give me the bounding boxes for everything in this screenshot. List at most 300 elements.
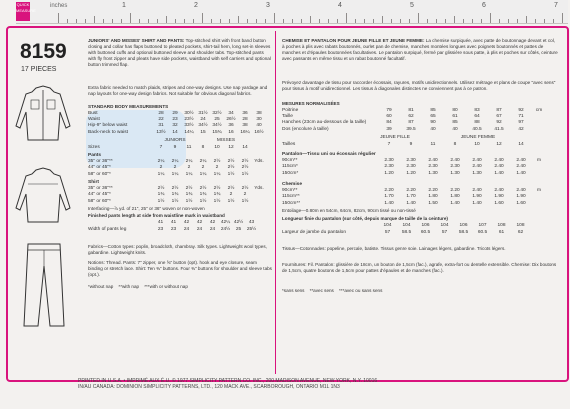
row-value: 1¾ — [185, 192, 193, 198]
row-value: 1.40 — [384, 200, 394, 206]
row-value: 2 — [173, 165, 177, 171]
sizes-row — [282, 142, 558, 148]
row-label: 35" or 36"** — [88, 186, 113, 192]
row-value: 29 — [172, 111, 178, 116]
row-value: 39 — [386, 126, 392, 132]
yardage-row — [88, 172, 272, 178]
row-value: 2 — [159, 165, 163, 171]
pattern-number: 8159 — [20, 40, 67, 63]
row-value: 2.20 — [406, 188, 416, 194]
row-value: 87 — [496, 108, 502, 113]
row-value: 2.30 — [406, 158, 416, 164]
row-value: 24½ — [220, 227, 231, 232]
row-value: 7 — [159, 145, 163, 150]
row-value: 31 — [158, 123, 164, 129]
row-value: 2.40 — [472, 158, 482, 164]
row-value: 2.40 — [494, 188, 504, 194]
ruler-tick — [67, 19, 68, 23]
row-value: 79 — [386, 108, 392, 113]
french-keys: *sans sens **avec sens ***avec ou sans sens — [282, 288, 383, 293]
row-value: 2½ — [185, 186, 193, 192]
ruler-tick — [526, 16, 527, 23]
row-value: 33½ — [184, 123, 194, 129]
row-value: 1.90 — [516, 194, 526, 200]
row-value: 1.60 — [516, 200, 526, 206]
row-value: 40 — [430, 126, 436, 132]
ruler-tick — [184, 19, 185, 23]
english-note: Extra fabric needed to match plaids, stripes and one-way designs. Use nap yardage and nap layouts for one-way design fabrics. Not suitable for obvious diagonal fabrics. — [88, 85, 268, 96]
row-value: 2.20 — [384, 188, 394, 194]
row-value: 41 — [170, 220, 177, 225]
row-value: 14 — [518, 142, 524, 147]
row-value: 83 — [474, 108, 480, 113]
row-value: 62 — [517, 230, 524, 235]
ruler-tick — [454, 16, 455, 23]
row-value: 1¾ — [213, 192, 221, 198]
english-notions: Notions: Thread. Pants: 7" zipper, one ⅝" button (opt). hook and eye closure, seam binding or stretch lace. Shirt: Ten ⅜" buttons. Four ⅜" buttons for shoulder and sleeve tabs (opt.). — [88, 260, 272, 277]
row-value: 1¼ — [157, 171, 165, 177]
row-value: 65 — [430, 114, 436, 120]
english-group-labels: JUNIORS MISSES — [164, 138, 236, 143]
row-value: 42 — [518, 126, 524, 132]
french-longueur-heading: Longueur finie du pantalon (sur côté, depuis marque de taille de la ceinture) — [282, 216, 448, 221]
row-value: 1.90 — [472, 194, 482, 200]
row-value: 34½ — [212, 123, 222, 129]
row-value: 60.5 — [477, 230, 488, 235]
row-value: 41 — [157, 220, 164, 225]
row-value: 1.30 — [450, 170, 460, 176]
measurement-row — [282, 127, 558, 133]
row-value: 1¾ — [157, 192, 165, 198]
row-value: 36 — [242, 111, 248, 116]
row-label: 58" or 60"* — [88, 198, 111, 204]
row-value: 90 — [430, 120, 436, 126]
pants-illustration — [20, 240, 68, 330]
row-value: 43 — [248, 220, 255, 225]
row-value: 30½ — [184, 111, 194, 116]
row-value: 1¼ — [213, 171, 221, 177]
leg-width-row — [282, 230, 558, 236]
row-label: Hanches (23cm au-dessous de la taille) — [282, 120, 367, 126]
row-value: 2½ — [227, 165, 235, 171]
row-value: 11 — [186, 145, 192, 150]
french-sizes-row — [282, 142, 558, 148]
row-value: 1½ — [213, 198, 221, 204]
ruler-tick — [157, 19, 158, 23]
row-value: 2.40 — [494, 164, 504, 170]
row-value: 16½ — [254, 129, 264, 135]
row-label: 90cm** — [282, 188, 298, 194]
row-label: 58" or 60"* — [88, 171, 111, 177]
row-value: 2 — [187, 165, 191, 171]
row-value: 2½ — [157, 186, 165, 192]
row-value: 2¼ — [171, 159, 179, 165]
ruler-tick — [409, 19, 410, 23]
row-value: 84 — [386, 120, 392, 126]
row-value: 41.5 — [494, 126, 504, 132]
row-value: 2½ — [213, 186, 221, 192]
row-value: 60.5 — [420, 230, 431, 235]
row-value: 2½ — [241, 159, 249, 165]
row-value: 2½ — [227, 159, 235, 165]
french-measures-table — [282, 108, 558, 133]
row-value: 61 — [498, 230, 505, 235]
row-value: 28 — [158, 111, 164, 116]
ruler-number: 4 — [338, 2, 342, 9]
row-unit: cm — [535, 108, 543, 113]
row-value: 64 — [474, 114, 480, 120]
row-label — [88, 220, 154, 226]
row-value: 34 — [228, 111, 234, 116]
row-value: 2½ — [227, 186, 235, 192]
inch-ruler — [16, 0, 568, 24]
row-value: 2.40 — [472, 164, 482, 170]
row-value: 14 — [172, 129, 178, 135]
row-value: 2 — [201, 165, 205, 171]
row-value: 11 — [430, 142, 436, 147]
row-value: 1½ — [171, 198, 179, 204]
english-pants-table: Pants 35" or 36"** 2¼ 2¼ 2¼ 2¼ 2½ 2½ 2½ Yds. 44" or 45"* 2 2 2 2 2 2½ 2½ 58" or 60"* 1¼ 1¼ 1¼ 1¼ 1¼ 1½ 1½ — [88, 153, 272, 178]
row-value: 39.5 — [406, 126, 416, 132]
row-value: 80 — [452, 108, 458, 113]
row-value: 16 — [228, 129, 234, 135]
ruler-tick — [175, 19, 176, 23]
sizes-row — [88, 145, 272, 151]
ruler-tick — [85, 19, 86, 23]
row-value: 2½ — [241, 165, 249, 171]
row-value: 81 — [408, 108, 414, 113]
ruler-tick — [211, 19, 212, 23]
ruler-number: 3 — [266, 2, 270, 9]
ruler-tick — [508, 19, 509, 23]
french-note: Prévoyez davantage de tissu pour raccorder écossais, rayures, motifs unidirectionnels. Utilisez métrage et plans de coupe "avec sens" pour tissus à motif unidirectionnel. Les tissus à diagonales distinctes ne conviennent pas à ce patron. — [282, 80, 556, 91]
ruler-tick — [139, 19, 140, 23]
row-value: 14¼ — [184, 129, 194, 135]
row-value: 1½ — [227, 198, 235, 204]
ruler-tick — [247, 19, 248, 23]
row-unit: m — [537, 158, 541, 164]
row-label: 44" or 45"* — [88, 165, 111, 171]
row-value: 1½ — [241, 198, 249, 204]
ruler-tick — [301, 19, 302, 23]
ruler-tick — [319, 19, 320, 23]
row-value: 85 — [452, 120, 458, 126]
ruler-tick — [193, 19, 194, 23]
row-value: 104 — [383, 223, 392, 228]
row-value: 32 — [172, 123, 178, 129]
row-value: 62 — [408, 114, 414, 120]
row-value: 2.40 — [428, 158, 438, 164]
row-value: 2.30 — [384, 158, 394, 164]
copyright-footer: PRINTED IN U.S.A. • IMPRIMÉ AUX É.U. © 1977 SIMPLICITY PATTERN CO. INC., 200 MADISON AVENUE, NEW YORK, N.Y. 10016 IN/AU CANADA: DOMINION SIMPLICITY PATTERNS, LTD., 120 MACK AVE., SCARBOROUGH, ONTARIO M1L 1N3 — [78, 378, 378, 390]
row-value: 58.5 — [458, 230, 469, 235]
english-measurements-table — [88, 111, 272, 136]
row-label: Back-neck to waist — [88, 129, 128, 135]
row-value: 8 — [201, 145, 205, 150]
column-divider — [275, 31, 276, 374]
row-value: 42¼ — [220, 220, 231, 225]
row-value: 87 — [408, 120, 414, 126]
row-value: 57 — [441, 230, 448, 235]
row-label: 115cm* — [282, 164, 298, 170]
row-value: 12 — [496, 142, 502, 147]
row-label: Waist — [88, 117, 100, 123]
row-value: 38 — [242, 123, 248, 129]
ruler-tick — [355, 19, 356, 23]
ruler-tick — [490, 13, 491, 23]
row-value: 1.20 — [384, 170, 394, 176]
row-label: Tailles — [282, 142, 296, 147]
row-value: 92 — [496, 120, 502, 126]
ruler-tick — [463, 19, 464, 23]
row-value: 1.40 — [516, 170, 526, 176]
row-value: 1½ — [185, 198, 193, 204]
yardage-row — [88, 199, 272, 205]
row-value: 1¼ — [171, 171, 179, 177]
ruler-tick — [553, 19, 554, 23]
french-pantalon-table: Pantalon—Tissu uni ou écossais régulier 90cm** 2.30 2.30 2.40 2.40 2.40 2.40 2.40 m 115cm* 2.30 2.30 2.30 2.30 2.40 2.40 2.40 150cm* 1.20 1.20 1.30 1.30 1.30 1.40 1.40 — [282, 152, 558, 177]
row-value: 1.60 — [494, 200, 504, 206]
ruler-tick — [76, 19, 77, 23]
row-value: 2½ — [199, 186, 207, 192]
ruler-tick — [382, 16, 383, 23]
row-label: Bust — [88, 111, 98, 116]
row-label — [282, 223, 378, 229]
english-shirt-table: Shirt 35" or 36"** 2½ 2½ 2½ 2½ 2½ 2½ 2½ Yds. 44" or 45"* 1¾ 1¾ 1¾ 1¾ 1¾ 2 2 58" or 60"* 1½ 1½ 1½ 1½ 1½ 1½ 1½ — [88, 180, 272, 205]
row-value: 2 — [215, 165, 219, 171]
yardage-row — [282, 171, 558, 177]
row-value: 2.40 — [494, 158, 504, 164]
row-value: 2½ — [171, 186, 179, 192]
row-value: 104 — [440, 223, 449, 228]
row-value: 23 — [172, 117, 178, 123]
row-value: 2½ — [213, 159, 221, 165]
row-value: 1½ — [227, 171, 235, 177]
row-value: 1½ — [157, 198, 165, 204]
english-measurements-heading: STANDARD BODY MEASUREMENTS — [88, 104, 169, 109]
row-value: 42½ — [233, 220, 244, 225]
row-value: 85 — [430, 108, 436, 113]
row-value: 24 — [183, 227, 190, 232]
ruler-number: 6 — [482, 2, 486, 9]
row-value: 30 — [256, 117, 262, 123]
ruler-tick — [373, 19, 374, 23]
shirt-back-illustration — [14, 166, 72, 226]
row-value: 1.40 — [472, 200, 482, 206]
ruler-tick — [544, 19, 545, 23]
row-value: 40 — [256, 123, 262, 129]
row-value: 1.20 — [406, 170, 416, 176]
row-label: 150cm* — [282, 170, 299, 176]
row-value: 2.40 — [450, 158, 460, 164]
ruler-tick — [112, 19, 113, 23]
row-value: 2½ — [241, 186, 249, 192]
row-label: Dos (encolure à taille) — [282, 126, 329, 132]
row-value: 2.30 — [450, 164, 460, 170]
row-value: 2.40 — [472, 188, 482, 194]
row-value: 1.50 — [428, 200, 438, 206]
row-value: 28 — [242, 117, 248, 123]
row-value: 108 — [497, 223, 506, 228]
french-measures-heading: MESURES NORMALISÉES — [282, 101, 340, 106]
row-value: 1.80 — [450, 194, 460, 200]
row-value: 104 — [402, 223, 411, 228]
french-longueur-row — [282, 223, 558, 229]
ruler-tick — [103, 19, 104, 23]
row-value: 8 — [453, 142, 457, 147]
ruler-tick — [445, 19, 446, 23]
row-value: 1.70 — [384, 194, 394, 200]
row-value: 42 — [209, 220, 216, 225]
row-value: 1.40 — [406, 200, 416, 206]
row-value: 1.40 — [494, 170, 504, 176]
row-value: 34½ — [198, 123, 208, 129]
row-value: 15 — [200, 129, 206, 135]
ruler-tick — [283, 19, 284, 23]
english-width-row — [88, 227, 272, 233]
ruler-number: 2 — [194, 2, 198, 9]
ruler-tick — [328, 19, 329, 23]
ruler-tick — [400, 19, 401, 23]
row-value: 38 — [256, 111, 262, 116]
ruler-label: inches — [50, 3, 68, 9]
row-value: 9 — [409, 142, 413, 147]
ruler-tick — [517, 19, 518, 23]
row-value: 67 — [496, 114, 502, 120]
row-label: 115cm** — [282, 194, 300, 200]
row-value: 10 — [474, 142, 480, 147]
row-value: 25½ — [246, 227, 257, 232]
ruler-number: 7 — [554, 2, 558, 9]
row-value: 1.30 — [472, 170, 482, 176]
row-value: 2.20 — [428, 188, 438, 194]
ruler-tick — [121, 19, 122, 23]
french-description: CHEMISE ET PANTALON POUR JEUNE FILLE ET JEUNE FEMME: La chemise surpiquée, avec patte de boutonnage devant et col, à poches à plis avec rabats boutonnés, ourlet pan de chemise, manches montées longues avec poignets boutonnés et pattes de manches et d'épaules boutonnées facultatives. Le pantalon surpiqué, fermé par glissière sous patte, à plis et poches sur côtés, ceinture avec passants en même tissu et un rabat boutonné facultatif. — [282, 38, 558, 61]
row-value: 92 — [518, 108, 524, 113]
french-largeur-row — [282, 230, 558, 236]
row-unit: Yds. — [254, 186, 264, 192]
ruler-tick — [220, 19, 221, 23]
row-value: 1½ — [241, 171, 249, 177]
ruler-tick — [256, 19, 257, 23]
ruler-tick — [292, 19, 293, 23]
row-label: Poitrine — [282, 108, 299, 113]
row-value: 1.70 — [406, 194, 416, 200]
row-label: Sizes — [88, 145, 100, 150]
ruler-tick — [364, 19, 365, 23]
row-value: 15¾ — [212, 129, 222, 135]
row-value: 23 — [157, 227, 164, 232]
row-value: 25 — [235, 227, 242, 232]
row-unit: Yds. — [254, 159, 264, 165]
row-value: 58.5 — [401, 230, 412, 235]
row-value: 106 — [421, 223, 430, 228]
english-finished-heading: Finished pants length at side from waistline mark in waistband — [88, 213, 225, 218]
row-value: 71 — [518, 114, 524, 120]
yardage-row — [282, 201, 558, 207]
row-value: 1.30 — [428, 170, 438, 176]
row-value: 2.40 — [516, 164, 526, 170]
ruler-tick — [94, 16, 95, 23]
row-value: 2¼ — [199, 159, 207, 165]
row-value: 1½ — [199, 198, 207, 204]
row-value: 2 — [243, 192, 247, 198]
row-value: 26½ — [226, 117, 236, 123]
row-value: 1¾ — [199, 192, 207, 198]
french-fournitures: Fournitures: Fil. Pantalon: glissière de 18cm, un bouton de 1,5cm (fac.), agrafe, extra-fort ou dentelle extensible. Chemise: Dix boutons de 1,5cm, quatre boutons de 1,5cm pour pattes d'épaules et de manches (fac.). — [282, 262, 557, 273]
ruler-tick — [436, 19, 437, 23]
row-value: 61 — [452, 114, 458, 120]
row-value: 88 — [474, 120, 480, 126]
row-unit: m — [537, 188, 541, 194]
ruler-tick — [202, 13, 203, 23]
row-value: 2.30 — [406, 164, 416, 170]
row-value: 36 — [228, 123, 234, 129]
row-value: 9 — [173, 145, 177, 150]
measurement-row — [88, 130, 272, 136]
row-value: 12 — [228, 145, 234, 150]
row-value: 2.40 — [516, 188, 526, 194]
row-value: 22 — [158, 117, 164, 123]
ruler-tick — [58, 13, 59, 23]
ruler-tick — [535, 19, 536, 23]
finished-length-row — [282, 223, 558, 229]
row-value: 1.90 — [494, 194, 504, 200]
row-value: 31½ — [198, 111, 208, 116]
english-finished-row — [88, 220, 272, 226]
row-value: 2.30 — [384, 164, 394, 170]
row-value: 2.40 — [516, 158, 526, 164]
ruler-number: 5 — [410, 2, 414, 9]
row-value: 42 — [183, 220, 190, 225]
ruler-tick — [391, 19, 392, 23]
ruler-tick — [130, 13, 131, 23]
row-value: 1.80 — [428, 194, 438, 200]
shirt-front-illustration — [14, 84, 72, 144]
row-value: 2¼ — [185, 159, 193, 165]
row-value: 2¼ — [157, 159, 165, 165]
row-value: 2.20 — [450, 188, 460, 194]
row-value: 2 — [229, 192, 233, 198]
row-label: Width of pants leg — [88, 227, 127, 232]
row-value: 14 — [242, 145, 248, 150]
row-value: 32½ — [212, 111, 222, 116]
row-value: 10 — [214, 145, 220, 150]
ruler-tick — [148, 19, 149, 23]
english-fabrics: Fabrics—Cotton types: poplin, broadcloth, chambray. Silk types. Lightweight wool types, gabardine. Lightweight knits. — [88, 244, 267, 255]
row-value: 1.40 — [450, 200, 460, 206]
french-group-labels: JEUNE FILLE JEUNE FEMME — [380, 135, 496, 140]
row-label: 90cm** — [282, 158, 298, 164]
row-value: 97 — [518, 120, 524, 126]
finished-length-row — [88, 220, 272, 226]
row-value: 23½ — [184, 117, 194, 123]
row-label: Taille — [282, 114, 293, 120]
ruler-tick — [346, 13, 347, 23]
ruler-tick — [238, 16, 239, 23]
ruler-tick — [418, 13, 419, 23]
row-value: 60 — [386, 114, 392, 120]
row-value: 13½ — [156, 129, 166, 135]
row-value: 1¼ — [185, 171, 193, 177]
ruler-tick — [427, 19, 428, 23]
row-value: 40 — [452, 126, 458, 132]
english-keys: *without nap **with nap ***with or without nap — [88, 284, 188, 289]
row-value: 107 — [478, 223, 487, 228]
french-entoilage: Entoilage—0.80m en 54cm, 64cm, 82cm, 90cm tissé ou non-tissé — [282, 208, 416, 213]
row-value: 1¾ — [171, 192, 179, 198]
ruler-tick — [229, 19, 230, 23]
